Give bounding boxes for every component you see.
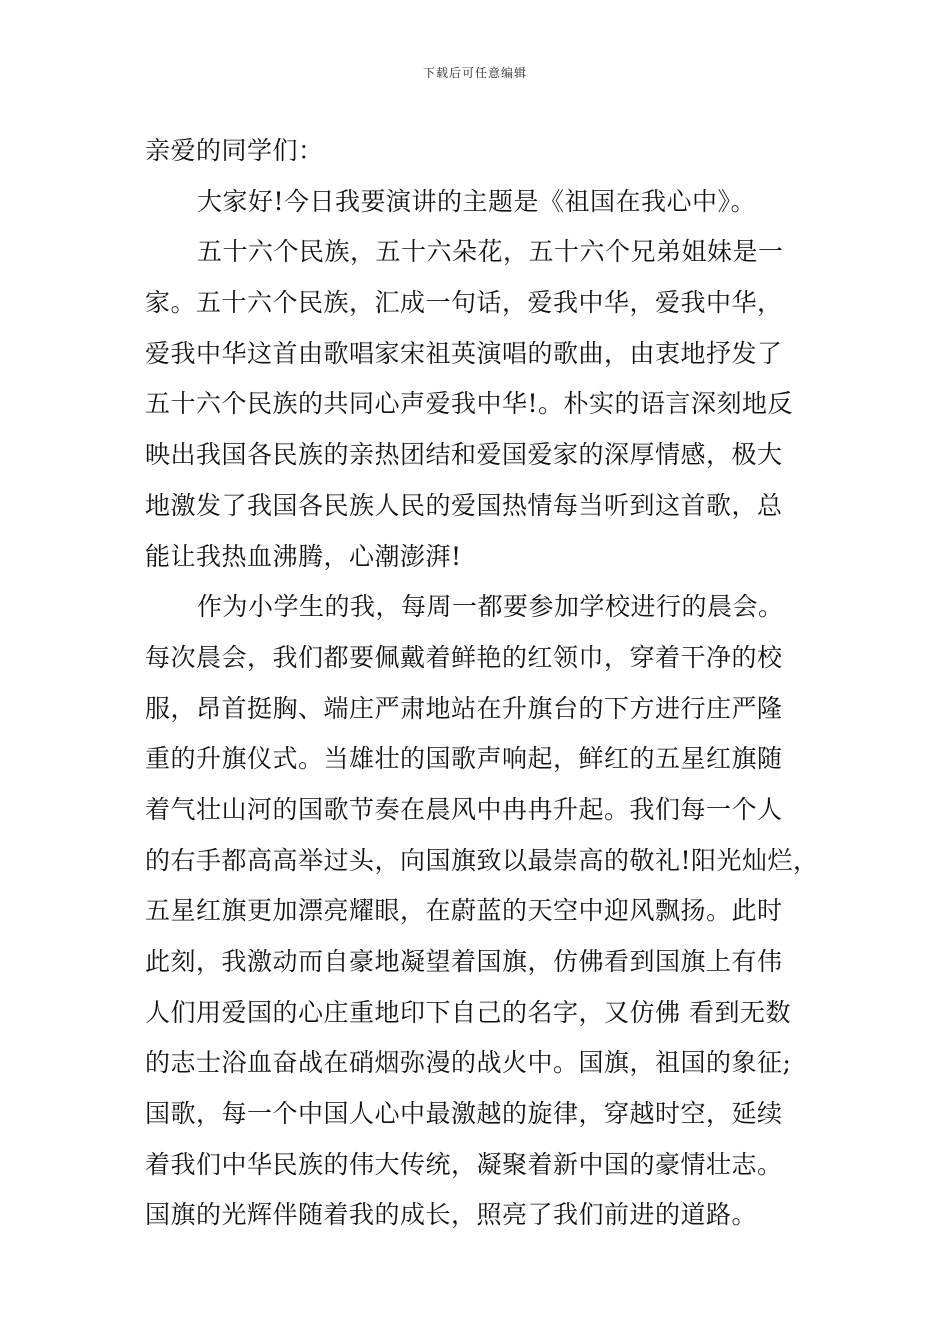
- paragraph-line: 的右手都高高举过头，向国旗致以最崇高的敬礼!阳光灿烂，: [145, 845, 819, 875]
- paragraph-line: 人们用爱国的心庄重地印下自己的名字，又仿佛 看到无数: [145, 997, 791, 1027]
- paragraph-line: 服，昂首挺胸、端庄严肃地站在升旗台的下方进行庄严隆: [145, 693, 783, 723]
- paragraph-line: 作为小学生的我，每周一都要参加学校进行的晨会。: [197, 592, 784, 622]
- paragraph-line: 重的升旗仪式。当雄壮的国歌声响起，鲜红的五星红旗随: [145, 744, 783, 774]
- body-text: [145, 126, 819, 1241]
- page-header: 下载后可任意编辑: [422, 66, 527, 80]
- paragraph-line: 国旗的光辉伴随着我的成长，照亮了我们前进的道路。: [145, 1200, 758, 1230]
- paragraph-line: 此刻，我激动而自豪地凝望着国旗，仿佛看到国旗上有伟: [145, 947, 783, 976]
- paragraph-line: 每次晨会，我们都要佩戴着鲜艳的红领巾，穿着干净的校: [145, 642, 783, 672]
- paragraph-line: 能让我热血沸腾，心潮澎湃!: [145, 541, 462, 571]
- paragraph-line: 着我们中华民族的伟大传统，凝聚着新中国的豪情壮志。: [145, 1149, 783, 1179]
- paragraph-line: 五十六个民族，五十六朵花，五十六个兄弟姐妹是一: [197, 237, 784, 267]
- paragraph-line: 着气壮山河的国歌节奏在晨风中冉冉升起。我们每一个人: [145, 794, 783, 824]
- paragraph-line: 五十六个民族的共同心声爱我中华!。朴实的语言深刻地反: [145, 389, 794, 419]
- paragraph-line: 国歌，每一个中国人心中最激越的旋律，穿越时空，延续: [145, 1099, 783, 1129]
- paragraph-line: 映出我国各民族的亲热团结和爱国爱家的深厚情感，极大: [145, 440, 783, 470]
- paragraph-line: 家。五十六个民族，汇成一句话，爱我中华，爱我中华，: [145, 288, 783, 318]
- paragraph-line: 爱我中华这首由歌唱家宋祖英演唱的歌曲，由衷地抒发了: [145, 338, 783, 368]
- paragraph-line: 的志士浴血奋战在硝烟弥漫的战火中。国旗，祖国的象征;: [145, 1048, 792, 1078]
- paragraph-line: 五星红旗更加漂亮耀眼，在蔚蓝的天空中迎风飘扬。此时: [145, 896, 783, 926]
- salutation-line: 亲爱的同学们：: [145, 136, 324, 165]
- paragraph-line: 地激发了我国各民族人民的爱国热情每当听到这首歌，总: [145, 490, 783, 520]
- paragraph-line: 大家好!今日我要演讲的主题是《祖国在我心中》。: [197, 186, 757, 216]
